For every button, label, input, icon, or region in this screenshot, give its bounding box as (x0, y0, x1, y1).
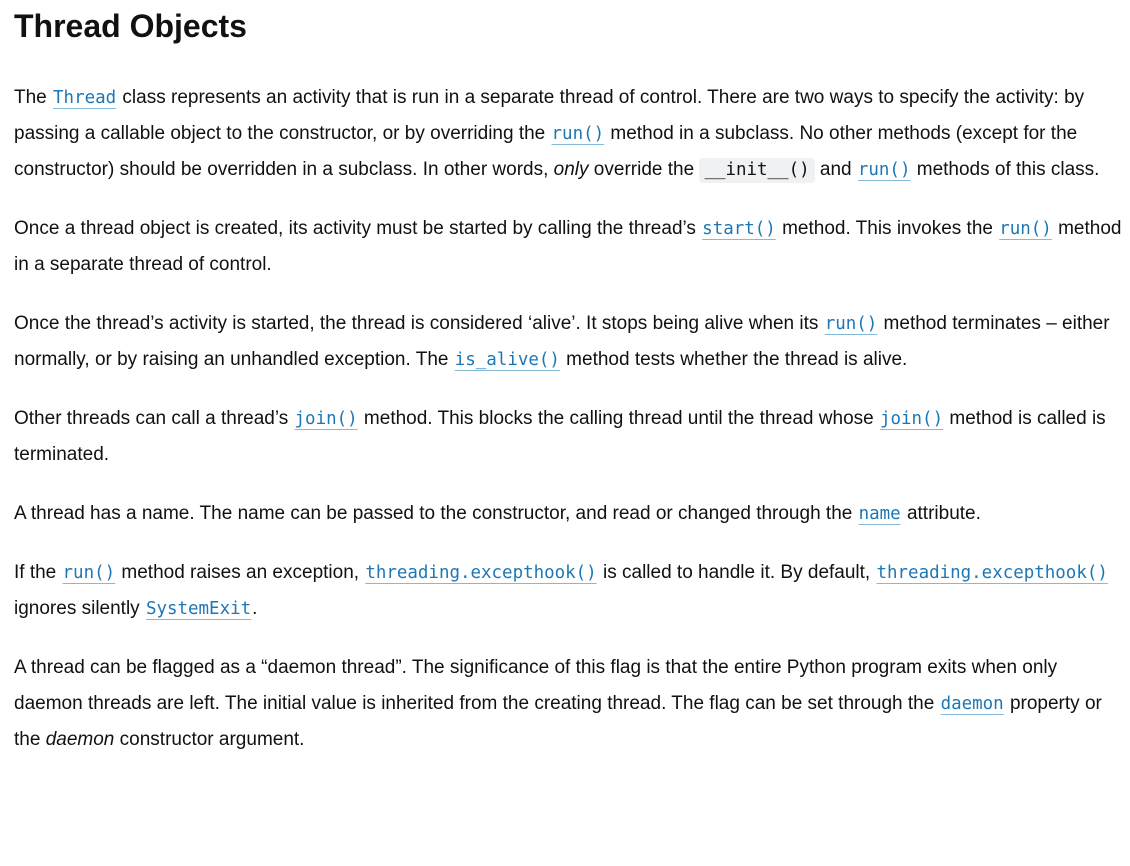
code-literal: __init__() (699, 158, 814, 183)
code-link[interactable]: run() (999, 219, 1052, 239)
text-run: method. This blocks the calling thread until the thread whose (358, 408, 879, 429)
code-link[interactable]: join() (294, 409, 358, 429)
text-run: is called to handle it. By default, (597, 562, 876, 583)
document-content (14, 80, 1126, 758)
text-run: A thread has a name. The name can be passed to the constructor, and read or changed through the (14, 503, 858, 524)
text-run: . (252, 598, 258, 619)
text-run: Once the thread’s activity is started, the thread is considered ‘alive’. It stops being alive when its (14, 313, 824, 334)
text-run: method. This invokes the (776, 218, 999, 239)
text-run: Other threads can call a thread’s (14, 408, 294, 429)
paragraph (14, 211, 1126, 283)
code-link[interactable]: run() (824, 314, 878, 334)
code-link[interactable]: name (858, 504, 901, 524)
text-run: property or the (14, 693, 1102, 750)
text-run: method is called is terminated. (14, 408, 1106, 465)
code-link[interactable]: run() (551, 124, 605, 144)
text-run: method in a subclass. No other methods (except for the constructor) should be overridden in a subclass. In other words, (14, 123, 1078, 180)
text-run: methods of this class. (911, 159, 1100, 180)
code-link[interactable]: threading.excepthook() (876, 563, 1108, 583)
emphasized-text: only (553, 159, 589, 180)
code-link[interactable]: threading.excepthook() (365, 563, 597, 583)
text-run: If the (14, 562, 62, 583)
code-link[interactable]: start() (702, 219, 776, 239)
text-run: attribute. (901, 503, 981, 524)
code-link[interactable]: run() (62, 563, 116, 583)
text-run: method terminates – either normally, or by raising an unhandled exception. The (14, 313, 1110, 370)
text-run: ignores silently (14, 598, 145, 619)
code-link[interactable]: SystemExit (145, 599, 252, 619)
emphasized-text: daemon (45, 729, 115, 750)
text-run: Once a thread object is created, its activity must be started by calling the thread’s (14, 218, 702, 239)
text-run: A thread can be flagged as a “daemon thread”. The significance of this flag is that the entire Python program exits when only daemon threads are left. The initial value is inherited from the creating thread. The flag can be set through the (14, 657, 1058, 714)
paragraph (14, 496, 1126, 532)
text-run: class represents an activity that is run in a separate thread of control. There are two ways to specify the activity: by passing a callable object to the constructor, or by overriding the (14, 87, 1085, 144)
code-link[interactable]: is_alive() (454, 350, 560, 370)
paragraph (14, 306, 1126, 378)
code-link[interactable]: Thread (53, 88, 117, 108)
text-run: method raises an exception, (116, 562, 365, 583)
paragraph (14, 80, 1126, 188)
text-run: method tests whether the thread is alive. (560, 349, 908, 370)
text-run: and (814, 159, 857, 180)
paragraph (14, 555, 1126, 627)
page-title: Thread Objects (14, 8, 247, 44)
code-link[interactable]: daemon (940, 694, 1004, 714)
code-link[interactable]: join() (879, 409, 944, 429)
code-link[interactable]: run() (857, 160, 911, 180)
text-run: method in a separate thread of control. (14, 218, 1122, 275)
paragraph (14, 401, 1126, 473)
paragraph (14, 650, 1126, 758)
text-run: The (14, 87, 53, 108)
text-run: constructor argument. (114, 729, 305, 750)
text-run: override the (588, 159, 700, 180)
